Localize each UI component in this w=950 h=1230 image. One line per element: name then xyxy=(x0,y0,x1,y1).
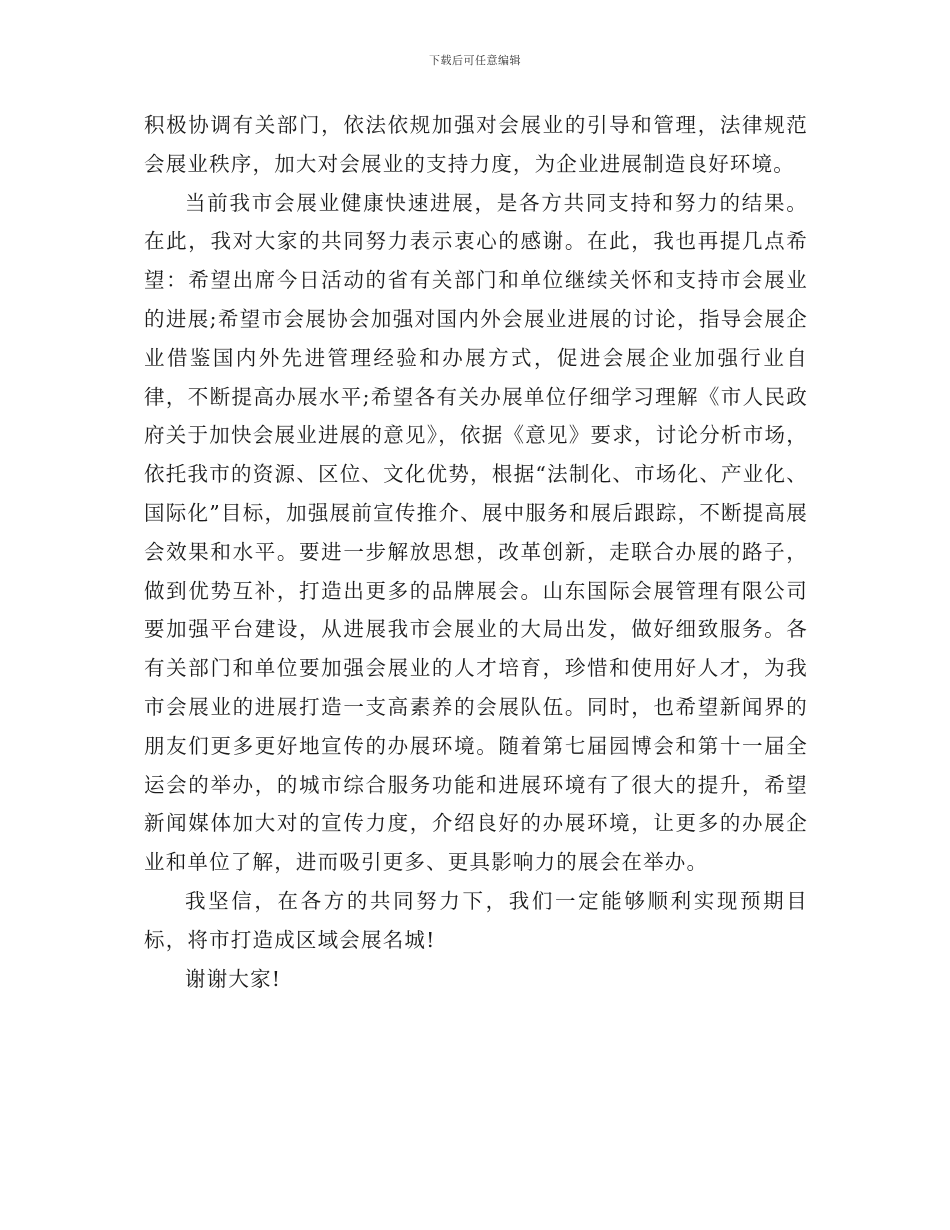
paragraph-hopes: 当前我市会展业健康快速进展，是各方共同支持和努力的结果。在此，我对大家的共同努力表示衷心的感谢。在此，我也再提几点希望：希望出席今日活动的省有关部门和单位继续关怀和支持市会展业的进展;希望市会展协会加强对国内外会展业进展的讨论，指导会展企业借鉴国内外先进管理经验和办展方式，促进会展企业加强行业自律，不断提高办展水平;希望各有关办展单位仔细学习理解《市人民政府关于加快会展业进展的意见》，依据《意见》要求，讨论分析市场，依托我市的资源、区位、文化优势，根据“法制化、市场化、产业化、国际化”目标，加强展前宣传推介、展中服务和展后跟踪，不断提高展会效果和水平。要进一步解放思想，改革创新，走联合办展的路子，做到优势互补，打造出更多的品牌展会。山东国际会展管理有限公司要加强平台建设，从进展我市会展业的大局出发，做好细致服务。各有关部门和单位要加强会展业的人才培育，珍惜和使用好人才，为我市会展业的进展打造一支高素养的会展队伍。同时，也希望新闻界的朋友们更多更好地宣传的办展环境。随着第七届园博会和第十一届全运会的举办，的城市综合服务功能和进展环境有了很大的提升，希望新闻媒体加大对的宣传力度，介绍良好的办展环境，让更多的办展企业和单位了解，进而吸引更多、更具影响力的展会在举办。 xyxy=(144,190,808,875)
paragraph-belief: 我坚信，在各方的共同努力下，我们一定能够顺利实现预期目标，将市打造成区域会展名城! xyxy=(144,888,808,952)
document-body xyxy=(144,106,808,998)
paragraph-continuation: 积极协调有关部门，依法依规加强对会展业的引导和管理，法律规范会展业秩序，加大对会展业的支持力度，为企业进展制造良好环境。 xyxy=(144,113,808,176)
paragraph-thanks: 谢谢大家! xyxy=(185,966,282,991)
page-header: 下载后可任意编辑 xyxy=(429,54,521,67)
